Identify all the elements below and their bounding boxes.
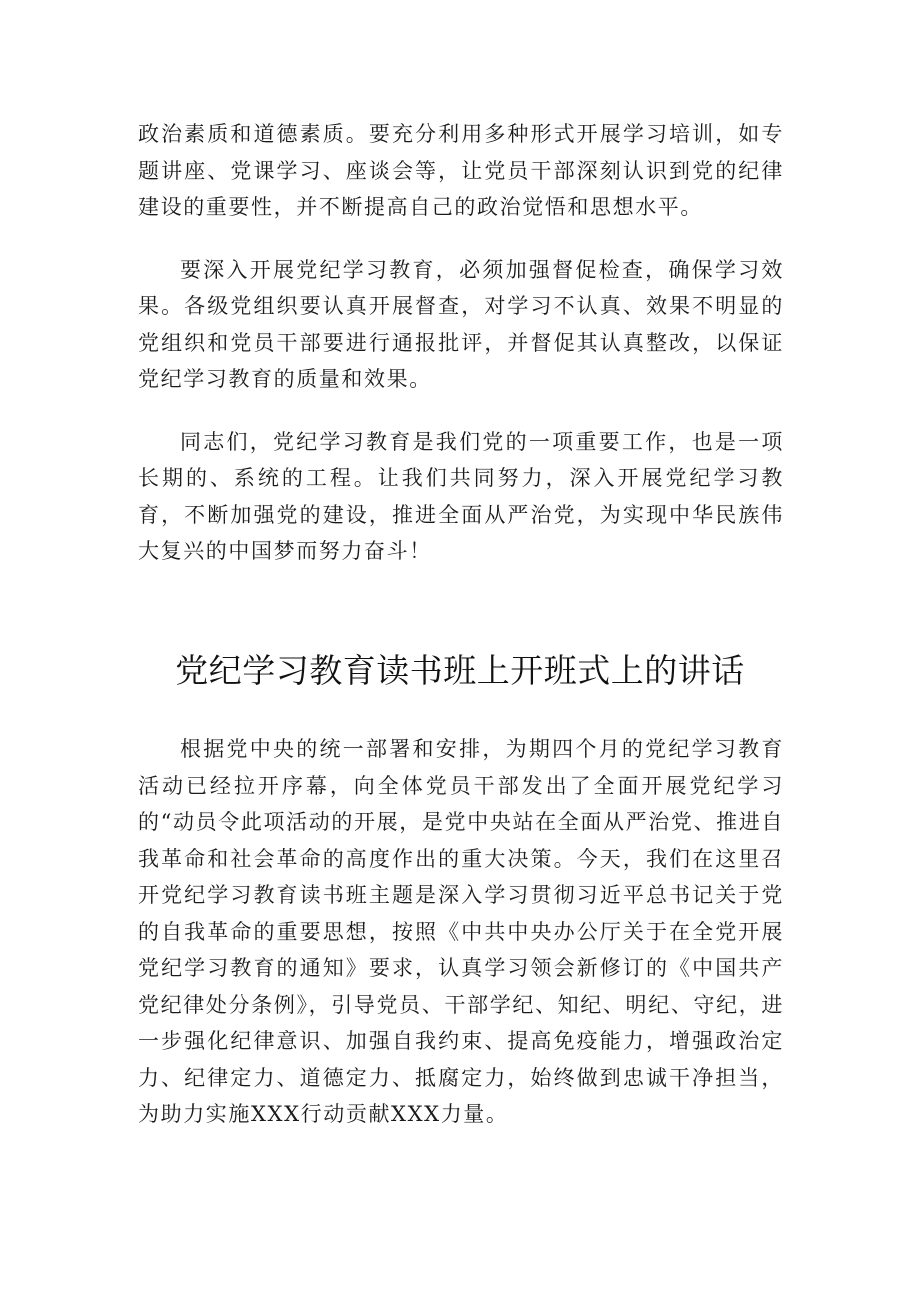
paragraph-2: 要深入开展党纪学习教育，必须加强督促检查，确保学习效果。各级党组织要认真开展督查，对学习不认真、效果不明显的党组织和党员干部要进行通报批评，并督促其认真整改，以保证党纪学习教育的质量和效果。 xyxy=(138,257,784,391)
speech-title: 党纪学习教育读书班上开班式上的讲话 xyxy=(175,651,745,690)
paragraph-3: 同志们，党纪学习教育是我们党的一项重要工作，也是一项长期的、系统的工程。让我们共同努力，深入开展党纪学习教育，不断加强党的建设，推进全面从严治党，为实现中华民族伟大复兴的中国梦而努力奋斗！ xyxy=(138,429,784,563)
section2-body xyxy=(138,731,784,1133)
paragraph-4: 根据党中央的统一部署和安排，为期四个月的党纪学习教育活动已经拉开序幕，向全体党员干部发出了全面开展党纪学习的“动员令此项活动的开展，是党中央站在全面从严治党、推进自我革命和社会革命的高度作出的重大决策。今天，我们在这里召开党纪学习教育读书班主题是深入学习贯彻习近平总书记关于党的自我革命的重要思想，按照《中共中央办公厅关于在全党开展党纪学习教育的通知》要求，认真学习领会新修订的《中国共产党纪律处分条例》，引导党员、干部学纪、知纪、明纪、守纪，进一步强化纪律意识、加强自我约束、提高免疫能力，增强政治定力、纪律定力、道德定力、抵腐定力，始终做到忠诚干净担当，为助力实施XXX行动贡献XXX力量。 xyxy=(138,737,784,1126)
section1-body xyxy=(138,116,784,570)
paragraph-1: 政治素质和道德素质。要充分利用多种形式开展学习培训，如专题讲座、党课学习、座谈会等，让党员干部深刻认识到党的纪律建设的重要性，并不断提高自己的政治觉悟和思想水平。 xyxy=(138,122,784,219)
